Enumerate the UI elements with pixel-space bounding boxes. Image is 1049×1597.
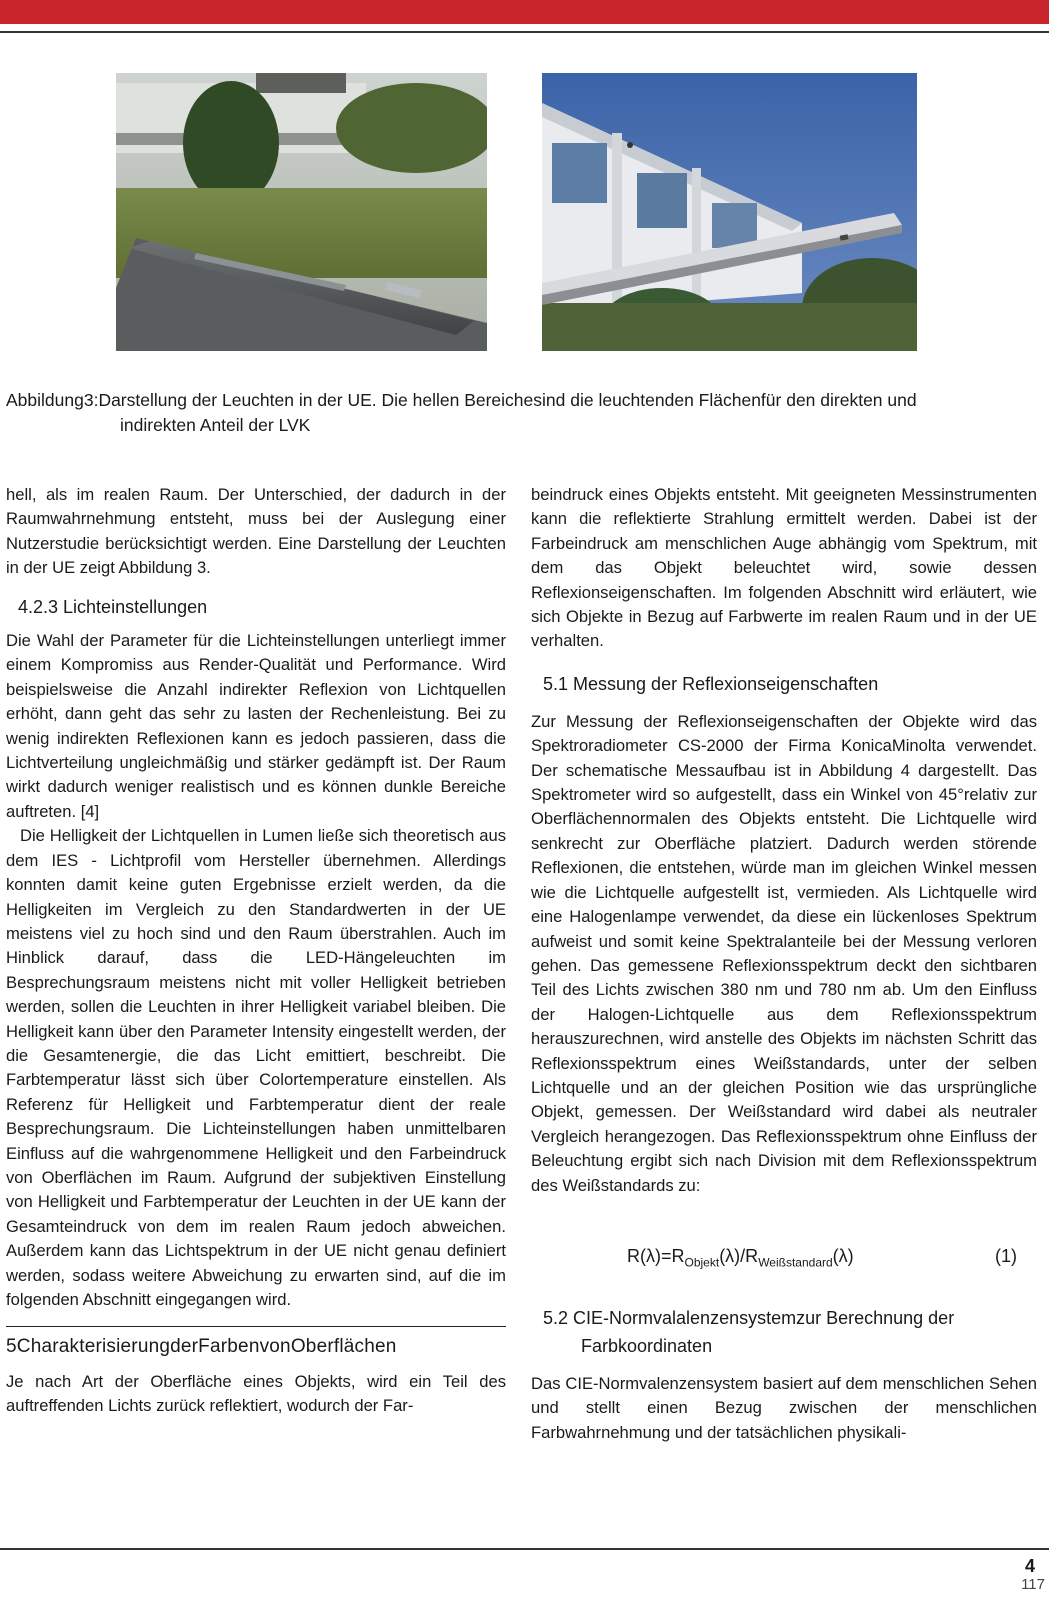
- figure-photo-right: [542, 73, 917, 351]
- heading-5-1: 5.1 Messung der Reflexionseigenschaften: [543, 673, 879, 694]
- left-column: [6, 483, 506, 1419]
- equation-number: (1): [995, 1245, 1017, 1266]
- paragraph-cie: Das CIE-Normvalenzensystem basiert auf dem menschlichen Sehen und stellt einen Bezug zwischen der menschlichen Farbwahrnehmung und der tatsächlichen physikali-: [531, 1373, 1037, 1442]
- right-column: [531, 483, 1037, 1445]
- paragraph-surface-reflection: Je nach Art der Oberfläche eines Objekts, wird ein Teil des auftreffenden Lichts zurück reflektiert, wodurch der Far-: [6, 1371, 506, 1416]
- header-color-bar: [0, 0, 1049, 24]
- paragraph-light-settings: Die Wahl der Parameter für die Lichteinstellungen unterliegt immer einem Kompromiss aus Render-Qualität und Performance. Wird beispielsweise die Anzahl indirekter Reflexion von Lichtquellen erhöht, dann geht das sehr zu lasten der Rechenleistung. Bei zu wenig indirekten Reflexionen kann es jedoch passieren, dass die Lichtverteilung ungleichmäßig und stärker gedämpft ist. Der Raum wirkt dadurch weniger realistisch und es können dunkle Bereiche auftreten. [4]: [6, 631, 506, 821]
- figure-caption-line1: Abbildung3:Darstellung der Leuchten in der UE. Die hellen Bereichesind die leuchtenden Flächenfür den direkten und: [6, 390, 917, 410]
- heading-5-2: [543, 1304, 1037, 1360]
- figure-caption: [0, 388, 1049, 438]
- paragraph-intro: hell, als im realen Raum. Der Unterschied, der dadurch in der Raumwahrnehmung entsteht, muss bei der Auslegung einer Nutzerstudie berücksichtigt werden. Eine Darstellung der Leuchten in der UE zeigt Abbildung 3.: [6, 485, 506, 578]
- paragraph-measurement: Zur Messung der Reflexionseigenschaften der Objekte wird das Spektroradiometer CS-2000 der Firma KonicaMinolta verwendet. Der schematische Messaufbau ist in Abbildung 4 dargestellt. Das Spektrometer wird so aufgestellt, dass ein Winkel von 45°relativ zur Oberflächennormalen des Objekts entsteht. Die Lichtquelle wird senkrecht zur Oberfläche platziert. Dadurch werden störende Reflexionen, die entstehen, würde man im gleichen Winkel messen wie die Lichtquelle aufgestellt ist, vermieden. Als Lichtquelle wird eine Halogenlampe verwendet, da diese ein lückenloses Spektrum aufweist und somit keine Spektralanteile bei der Messung verloren gehen. Das gemessene Reflexionsspektrum deckt den sichtbaren Teil des Lichts zwischen 380 nm und 780 nm ab. Um den Einfluss der Halogen-Lichtquelle aus dem Reflexionsspektrum herauszurechnen, wird anstelle des Objekts im nächsten Schritt das Reflexionsspektrum eines Weißstandards, unter der selben Lichtquelle und an der gleichen Position wie das ursprüngliche Objekt, gemessen. Der Weißstandard wird dabei als neutraler Vergleich herangezogen. Das Reflexionsspektrum ohne Einfluss der Beleuchtung ergibt sich nach Division mit dem Reflexionsspektrum des Weißstandards zu:: [531, 711, 1037, 1195]
- figure-photo-left: [116, 73, 487, 351]
- page-number-secondary: 117: [1021, 1576, 1045, 1593]
- heading-5-2-line2: Farbkoordinaten: [581, 1335, 713, 1356]
- figure-caption-line2: indirekten Anteil der LVK: [120, 415, 311, 435]
- header-rule: [0, 31, 1049, 33]
- heading-section-5: 5CharakterisierungderFarbenvonOberflächen: [6, 1326, 506, 1359]
- paragraph-brightness: Die Helligkeit der Lichtquellen in Lumen ließe sich theoretisch aus dem IES - Lichtprofil vom Hersteller übernehmen. Allerdings konnten damit keine guten Ergebnisse erzielt werden, da die Helligkeiten im Vergleich zu den Standardwerten in der UE meistens viel zu hoch sind und den Raum überstrahlen. Auch im Hinblick darauf, dass die LED-Hängeleuchten im Besprechungsraum meistens nicht mit voller Helligkeit betrieben werden, sollen die Leuchten in ihrer Helligkeit variabel bleiben. Die Helligkeit kann über den Parameter Intensity eingestellt werden, der die Gesamtenergie, die das Licht emittiert, beschreibt. Die Farbtemperatur lässt sich über Colortemperature einstellen. Als Referenz für Helligkeit und Farbtemperatur dient der reale Besprechungsraum. Die Lichteinstellungen haben unmittelbaren Einfluss auf die wahrgenommene Helligkeit und den Farbeindruck von Oberflächen im Raum. Aufgrund der subjektiven Einstellung von Helligkeit und Farbtemperatur der Leuchten in der UE kann der Gesamteindruck von dem im realen Raum jedoch abweichen. Außerdem kann das Lichtspektrum in der UE nicht genau definiert werden, sodass weitere Abweichung zu erwarten sind, auf die im folgenden Abschnitt eingegangen wird.: [6, 826, 506, 1309]
- heading-4-2-3: 4.2.3 Lichteinstellungen: [18, 596, 208, 617]
- heading-5-2-line1: 5.2 CIE-Normvalalenzensystemzur Berechnung der: [543, 1307, 955, 1328]
- page-number: 4: [1024, 1556, 1035, 1576]
- footer-rule: [0, 1548, 1049, 1550]
- paragraph-continuation: beindruck eines Objekts entsteht. Mit geeigneten Messinstrumenten kann die reflektierte Strahlung ermittelt werden. Dabei ist der Farbeindruck am menschlichen Auge abhängig vom Spektrum, mit dem das Objekt beleuchtet wird, sowie dessen Reflexionseigenschaften. Im folgenden Abschnitt wird erläutert, wie sich Objekte in Bezug auf Farbwerte im realen Raum und in der UE verhalten.: [531, 485, 1037, 651]
- formula: $R(\lambda)=R_{Objekt}(\lambda)/R_{Weißstandard}(\lambda)$: [627, 1245, 854, 1270]
- equation-1: [531, 1226, 1037, 1286]
